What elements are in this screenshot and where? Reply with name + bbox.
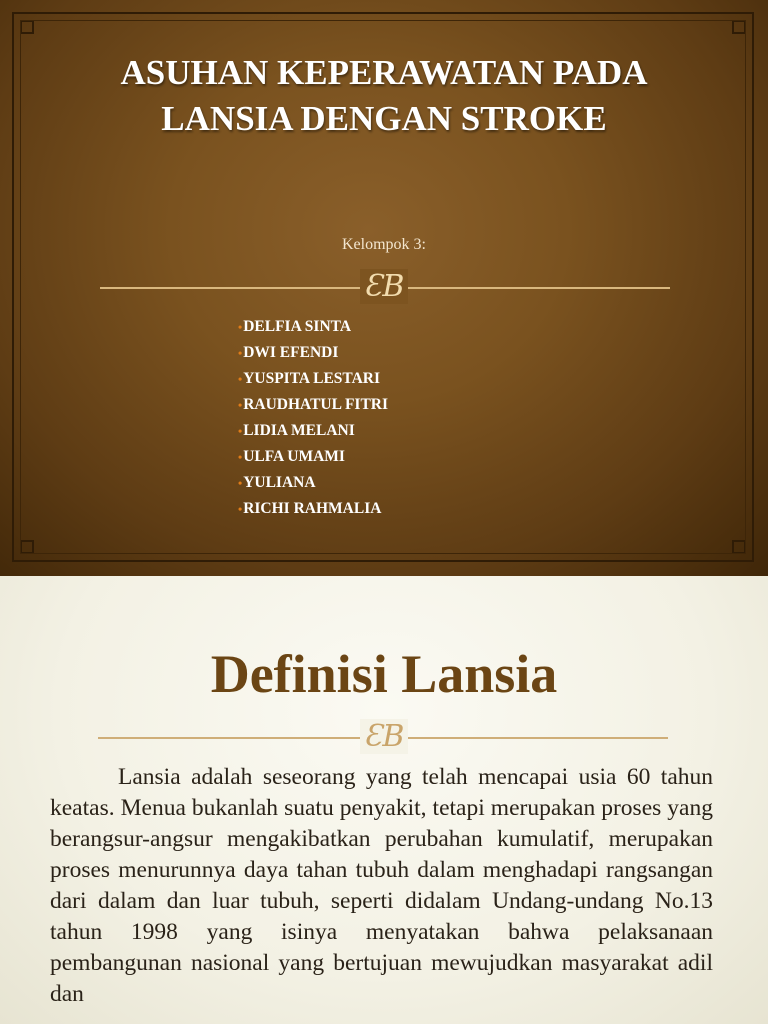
bullet-icon: •	[238, 502, 243, 516]
member-list	[238, 314, 388, 522]
member-item	[238, 418, 388, 444]
member-item	[238, 496, 388, 522]
ornament-icon	[354, 270, 414, 304]
member-name: ULFA UMAMI	[243, 448, 345, 465]
member-item	[238, 366, 388, 392]
presentation-title: ASUHAN KEPERAWATAN PADA LANSIA DENGAN STROKE	[120, 53, 648, 138]
member-name: DWI EFENDI	[243, 344, 339, 361]
member-name: DELFIA SINTA	[243, 318, 352, 335]
bullet-icon: •	[238, 398, 243, 412]
group-label: Kelompok 3:	[342, 236, 426, 253]
member-name: YUSPITA LESTARI	[243, 370, 381, 387]
member-name: RICHI RAHMALIA	[243, 500, 382, 517]
bullet-icon: •	[238, 476, 243, 490]
bullet-icon: •	[238, 346, 243, 360]
slide-definition	[0, 576, 768, 1024]
bullet-icon: •	[238, 450, 243, 464]
member-name: LIDIA MELANI	[243, 422, 355, 439]
member-name: RAUDHATUL FITRI	[243, 396, 389, 413]
member-item	[238, 444, 388, 470]
member-item	[238, 470, 388, 496]
section-title: Definisi Lansia	[210, 644, 558, 704]
ornament-glyph: ƐΒ	[360, 719, 409, 754]
member-name: YULIANA	[243, 474, 316, 491]
member-item	[238, 340, 388, 366]
bullet-icon: •	[238, 320, 243, 334]
ornament-glyph: ƐΒ	[360, 269, 409, 304]
bullet-icon: •	[238, 372, 243, 386]
definition-paragraph: Lansia adalah seseorang yang telah mencapai usia 60 tahun keatas. Menua bukanlah suatu penyakit, tetapi merupakan proses yang berangsur-angsur mengakibatkan perubahan kumulatif, merupakan proses menurunnya daya tahan tubuh dalam menghadapi rangsangan dari dalam dan luar tubuh, seperti didalam Undang-undang No.13 tahun 1998 yang isinya menyatakan bahwa pelaksanaan pembangunan nasional yang bertujuan mewujudkan masyarakat adil dan	[50, 764, 713, 1007]
member-item	[238, 392, 388, 418]
member-item	[238, 314, 388, 340]
ornament-icon	[352, 720, 416, 754]
bullet-icon: •	[238, 424, 243, 438]
